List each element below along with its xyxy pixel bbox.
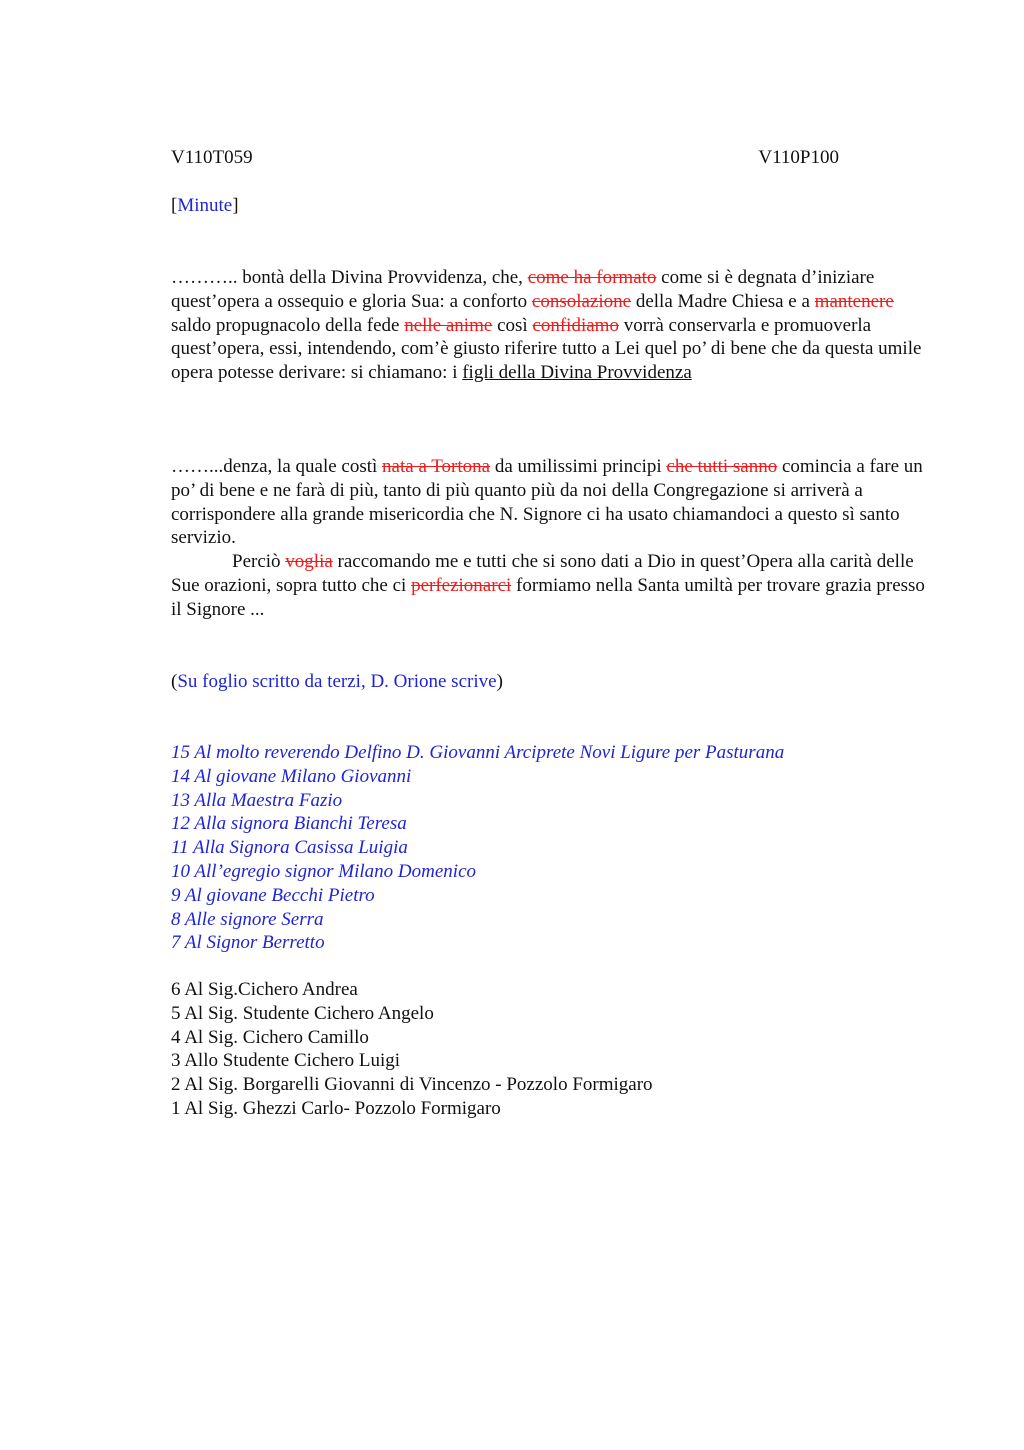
p1-text-2: come si è degnata d’iniziare quest’opera a ossequio e gloria Sua: a conforto [171, 267, 875, 312]
list-item: 7 Al Signor Berretto [171, 932, 325, 954]
minute-label [171, 194, 239, 218]
list-item: 5 Al Sig. Studente Cichero Angelo [171, 1002, 434, 1024]
p2-deleted-1: nata a Tortona [382, 456, 491, 477]
p2-text-5: raccomando me e tutti che si sono dati a Dio in quest’Opera alla carità delle Sue orazioni, sopra tutto che ci [171, 551, 914, 596]
list-item: 12 Alla signora Bianchi Teresa [171, 813, 407, 835]
list-item: 9 Al giovane Becchi Pietro [171, 884, 375, 906]
p1-deleted-3: mantenere [814, 290, 894, 312]
note-paren-close: ) [496, 671, 503, 692]
document-header [171, 146, 839, 170]
minute-bracket-close: ] [232, 195, 239, 216]
recipient-list-black [171, 978, 653, 1121]
p2-text-3: comincia a fare un po’ di bene e ne farà di più, tanto di più quanto più da noi della Congregazione si arriverà a corrispondere alla grande misericordia che N. Signore ci ha usato chiamandoci a questo sì santo servizio. [171, 456, 923, 549]
list-item: 13 Alla Maestra Fazio [171, 789, 343, 811]
document-code-left: V110T059 [171, 147, 253, 168]
note-paren-open: ( [171, 671, 178, 692]
p2-text-4: Perciò [232, 551, 286, 573]
list-item: 10 All’egregio signor Milano Domenico [171, 860, 477, 882]
p2-text-6: formiamo nella Santa umiltà per trovare grazia presso il Signore ... [171, 574, 925, 620]
p2-deleted-4: perfezionarci [411, 574, 512, 596]
list-item: 1 Al Sig. Ghezzi Carlo- Pozzolo Formigaro [171, 1097, 501, 1119]
note-text: Su foglio scritto da terzi, D. Orione scrive [177, 671, 497, 692]
paragraph-2 [171, 455, 931, 622]
list-item: 2 Al Sig. Borgarelli Giovanni di Vincenzo - Pozzolo Formigaro [171, 1074, 653, 1096]
document-code-right: V110P100 [758, 147, 839, 168]
p1-deleted-1: come ha formato [527, 267, 657, 288]
editorial-note [171, 670, 503, 694]
minute-text: Minute [177, 195, 233, 216]
minute-bracket-open: [ [171, 195, 178, 216]
p1-underlined-title: figli della Divina Provvidenza [462, 362, 692, 384]
p1-text-3: della Madre Chiesa e a [631, 290, 815, 312]
p2-deleted-3: voglia [285, 551, 333, 573]
list-item: 14 Al giovane Milano Giovanni [171, 765, 412, 787]
p1-deleted-2: consolazione [531, 290, 632, 312]
p1-deleted-4: nelle anime [404, 314, 493, 336]
list-item: 3 Allo Studente Cichero Luigi [171, 1050, 401, 1072]
p1-text-6: vorrà conservarla e promuoverla quest’opera, essi, intendendo, com’è giusto riferire tutto a Lei quel po’ di bene che da questa umile opera potesse derivare: si chiamano: i [171, 314, 922, 384]
p1-text-4: saldo propugnacolo della fede [171, 314, 405, 336]
paragraph-1 [171, 266, 931, 385]
list-item: 4 Al Sig. Cichero Camillo [171, 1026, 369, 1048]
recipient-list-blue [171, 741, 784, 955]
p2-text-1: ……...denza, la quale costì [171, 456, 383, 477]
p2-deleted-2: che tutti sanno [666, 456, 778, 477]
p1-text-5: così [492, 314, 533, 336]
p1-text-1: ……….. bontà della Divina Provvidenza, che, [171, 267, 528, 288]
list-item: 11 Alla Signora Casissa Luigia [171, 837, 408, 859]
list-item: 6 Al Sig.Cichero Andrea [171, 979, 358, 1000]
p2-text-2: da umilissimi principi [490, 456, 667, 477]
p1-deleted-5: confidiamo [532, 314, 619, 336]
list-item: 8 Alle signore Serra [171, 908, 324, 930]
list-item: 15 Al molto reverendo Delfino D. Giovanni Arciprete Novi Ligure per Pasturana [171, 742, 785, 763]
